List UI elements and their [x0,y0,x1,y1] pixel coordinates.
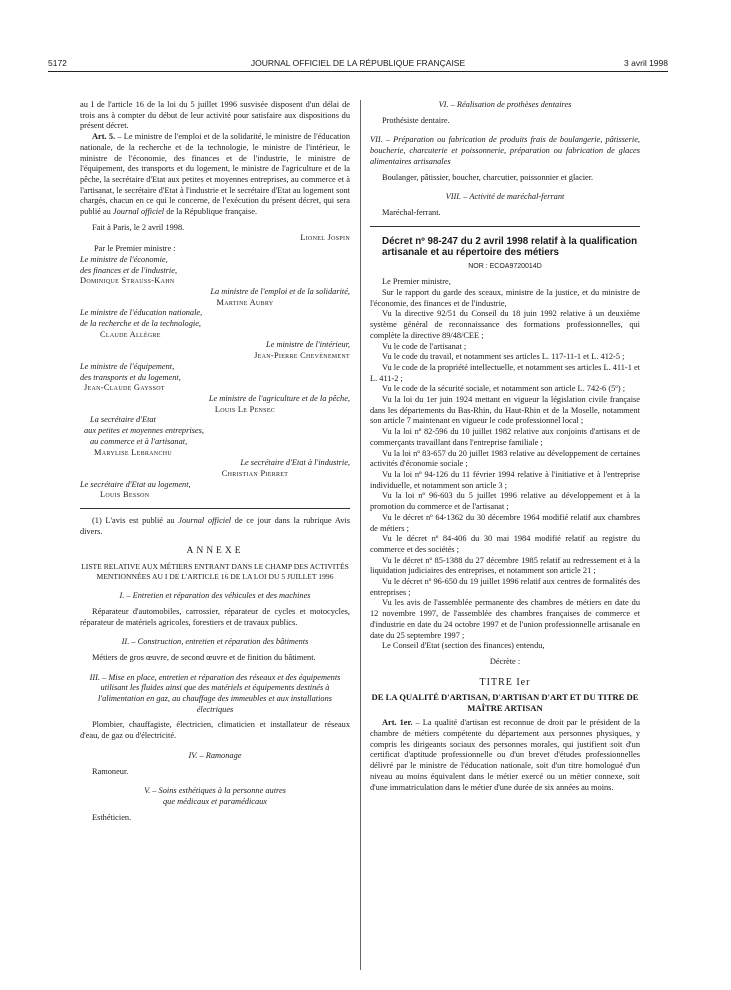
journal-title: JOURNAL OFFICIEL DE LA RÉPUBLIQUE FRANÇAISE [250,58,466,68]
article-label: Art. 1er. [382,718,413,728]
section-text: Esthéticien. [92,812,132,822]
visa-item: Vu le décret nº 96-650 du 19 juillet 1996 relatif aux centres de formalités des entreprises ; [370,577,640,597]
section-title: que médicaux et paramédicaux [162,796,268,806]
minister-title: au commerce et à l'artisanat, [90,436,188,446]
minister-name: Marylise Lebranchu [94,447,173,457]
article-1 [370,718,640,793]
minister-name: Jean-Claude Gayssot [84,383,165,393]
footnote-text: (1) L'avis est publié au [92,516,179,526]
section-text: Boulanger, pâtissier, boucher, charcutier, poissonnier et glacier. [382,172,594,182]
minister-name: Louis Besson [100,490,150,500]
visa-item: Vu le code de la propriété intellectuelle, et notamment ses articles L. 411-1 et L. 411-2 ; [370,362,640,383]
section-text: Maréchal-ferrant. [382,207,441,217]
article-italic: Journal officiel [112,207,165,217]
footnote-rule [80,508,350,509]
header-rule [48,71,668,72]
section-text: Réparateur d'automobiles, carrossier, réparateur de cycles et motocycles, réparateur de matériels agricoles, forestiers et de travaux publics. [80,606,350,627]
liste-heading: LISTE RELATIVE AUX MÉTIERS ENTRANT DANS LE CHAMP DES ACTIVITÉS MENTIONNÉES AU I DE L'ARTICLE 16 DE LA LOI DU 5 JUILLET 1996 [81,562,349,582]
titre-heading: TITRE Ier [479,676,531,688]
issue-date: 3 avril 1998 [624,58,668,68]
section-title: I. – Entretien et réparation des véhicules et des machines [119,591,311,601]
page-header [48,58,668,72]
right-column [370,100,640,793]
visa-item: Vu le décret nº 64-1362 du 30 décembre 1964 modifié relatif aux chambres de métiers ; [370,512,640,533]
visa-item: Vu les avis de l'assemblée permanente des chambres de métiers en date du 12 novembre 1997, de l'assemblée des chambres françaises de commerce et d'industrie en date du 24 octobre 1997 et de l'union professionnelle artisanale en date du 25 septembre 1997 ; [370,598,640,640]
nor-reference: NOR : ECOA9720014D [468,262,542,270]
visa-item: Vu la loi nº 94-126 du 11 février 1994 relative à l'initiative et à l'entreprise individuelle, et notamment son article 3 ; [370,469,640,490]
minister-title: Le ministre de l'agriculture et de la pêche, [208,393,350,403]
section-title: VIII. – Activité de maréchal-ferrant [445,192,565,202]
visa-item: Sur le rapport du garde des sceaux, ministre de la justice, et du ministre de l'économie, des finances et de l'industrie, [370,288,640,308]
minister-title: des transports et du logement, [80,372,181,382]
minister-name: Martine Aubry [216,297,274,307]
section-title: VII. – Préparation ou fabrication de produits frais de boulangerie, pâtisserie, boucherie, charcuterie et poissonnerie, préparation ou fabrication de glaces alimentaires artisanales [370,135,640,166]
minister-name: Louis Le Pensec [214,404,276,414]
column-divider [360,100,361,970]
visa-item: Vu le décret nº 85-1388 du 27 décembre 1985 relatif au redressement et à la liquidation judiciaires des entreprises, et notamment son article 21 ; [370,555,640,576]
article-text: – Le ministre de l'emploi et de la solidarité, le ministre de l'éducation nationale, de la recherche et de la technologie, le ministre de l'intérieur, le ministre de l'économie, des finances et de l'industrie, le ministre de l'équipement, des transports et du logement, le ministre de l'agriculture et de la pêche, la secrétaire d'Etat aux petites et moyennes entreprises, au commerce et à l'artisanat, le secrétaire d'Etat à l'industrie et le secrétaire d'Etat au logement sont chargés, chacun en ce qui le concerne, de l'exécution du présent décret, qui sera publié au [80,132,351,217]
section-title: III. – Mise en place, entretien et réparation des réseaux et des équipements utilisant les fluides ainsi que des matériels et équipements destinés à l'alimentation en gaz, au chauffage des immeubles et aux installations électriques [89,672,341,714]
visa-item: Vu la loi nº 83-657 du 20 juillet 1983 relative au développement de certaines activités d'économie sociale ; [370,448,640,469]
footnote [80,516,350,537]
visa-item: Vu le décret nº 84-406 du 30 mai 1984 modifié relatif au registre du commerce et des sociétés ; [370,534,640,554]
paragraph: au I de l'article 16 de la loi du 5 juillet 1996 susvisée disposent d'un délai de trois ans à compter du début de leur activité pour satisfaire aux dispositions du présent décret. [80,100,350,131]
minister-title: Le ministre de l'économie, [80,254,168,264]
footnote-end: de ce jour dans la rubrique Avis divers. [80,516,350,536]
visa-item: Vu la directive 92/51 du Conseil du 18 juin 1992 relative à un deuxième système général de reconnaissance des formations professionnelles, qui complète la directive 89/48/CEE ; [370,309,640,340]
footnote-italic: Journal officiel [178,516,232,526]
section-text: Ramoneur. [92,766,129,776]
minister-title: aux petites et moyennes entreprises, [84,426,204,436]
visa-item: Le Conseil d'Etat (section des finances) entendu, [382,641,545,651]
signature-pm: Lionel Jospin [300,233,350,243]
minister-name: Dominique Strauss-Kahn [80,276,175,286]
minister-title: Le ministre de l'éducation nationale, [80,308,203,318]
article-5 [80,132,350,218]
article-label: Art. 5. [92,132,116,142]
decrete: Décrète : [489,656,521,666]
section-text: Plombier, chauffagiste, électricien, climaticien et installateur de réseaux d'eau, de gaz ou d'électricité. [80,720,350,741]
visa-item: Vu le code de l'artisanat ; [382,341,467,351]
decree-title: Décret nº 98-247 du 2 avril 1998 relatif à la qualification artisanale et au répertoire des métiers [382,235,638,259]
annexe-heading: ANNEXE [186,546,244,557]
visas-list [370,288,640,652]
section-title: V. – Soins esthétiques à la personne autres [144,786,286,796]
visa-item: Vu le code du travail, et notamment ses articles L. 117-11-1 et L. 412-5 ; [382,352,625,362]
section-text: Métiers de gros œuvre, de second œuvre et de finition du bâtiment. [92,652,316,662]
minister-title: La ministre de l'emploi et de la solidarité, [210,286,350,296]
minister-title: La secrétaire d'Etat [90,415,156,425]
article-end: de la République française. [164,207,258,217]
visa-item: Vu la loi du 1er juin 1924 mettant en vigueur la législation civile française dans les départements du Bas-Rhin, du Haut-Rhin et de la Moselle, notamment son article 7 maintenant en vigueur le code professionnel local ; [370,395,640,426]
visa-item: Vu la loi nº 82-596 du 10 juillet 1982 relative aux conjoints d'artisans et de commerçants travaillant dans l'entreprise familiale ; [370,427,640,447]
minister-title: Le ministre de l'équipement, [80,361,175,371]
decree-opening: Le Premier ministre, [382,277,451,287]
visa-item: Vu la loi nº 96-603 du 5 juillet 1996 relative au développement et à la promotion du commerce et de l'artisanat ; [370,491,640,512]
minister-title: Le secrétaire d'Etat à l'industrie, [240,458,350,468]
section-rule [370,226,640,227]
minister-name: Christian Pierret [221,468,289,478]
minister-title: de la recherche et de la technologie, [80,319,202,329]
titre-subheading: DE LA QUALITÉ D'ARTISAN, D'ARTISAN D'ART ET DU TITRE DE MAÎTRE ARTISAN [371,692,639,713]
section-title: VI. – Réalisation de prothèses dentaires [438,100,572,109]
minister-name: Jean-Pierre Chevènement [254,351,350,361]
minister-name: Claude Allègre [100,329,161,339]
minister-title: Le ministre de l'intérieur, [266,340,350,350]
page-number: 5172 [48,58,67,68]
article-text: – La qualité d'artisan est reconnue de droit par le président de la chambre de métiers compétente du département aux personnes physiques, y compris les dirigeants sociaux des personnes morales, qui justifient soit d'un certificat d'aptitude professionnelle ou d'un brevet d'études professionnelles délivré par le ministre de l'éducation nationale, soit d'un titre homologué d'un niveau au moins équivalent dans le métier exercé ou un métier connexe, soit d'une immatriculation dans le métier d'une durée de six années au moins. [370,718,640,792]
minister-title: Le secrétaire d'Etat au logement, [80,479,191,489]
minister-title: des finances et de l'industrie, [80,265,178,275]
section-title: IV. – Ramonage [188,750,242,760]
fait-a-paris: Fait à Paris, le 2 avril 1998. [92,222,185,232]
par-le-premier-ministre: Par le Premier ministre : [94,244,176,254]
visa-item: Vu le code de la sécurité sociale, et notamment son article L. 742-6 (5º) ; [382,384,626,394]
section-text: Prothésiste dentaire. [382,115,450,125]
section-title: II. – Construction, entretien et réparation des bâtiments [121,637,309,647]
left-column [80,100,350,823]
